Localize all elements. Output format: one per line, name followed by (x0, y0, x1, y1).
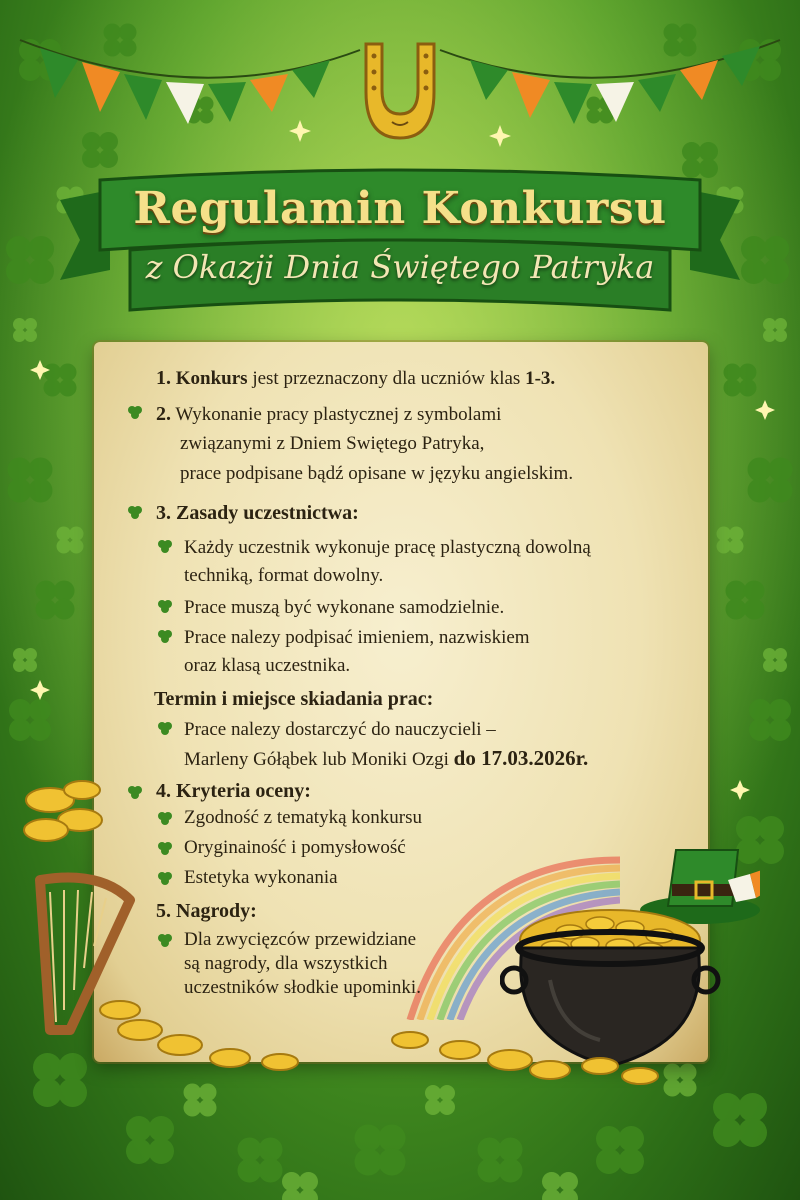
rule-5-line-1: Dla zwycięzców przewidziane (184, 929, 417, 950)
rule-2-line-3: prace podpisane bądź opisane w języku angielskim. (180, 463, 574, 484)
rule-3-bullet-1-line-2: techniką, format dowolny. (184, 565, 384, 586)
rule-1-number: 1. (156, 367, 171, 389)
rule-2-line-2: związanymi z Dniem Swiętego Patryka, (180, 433, 485, 454)
rule-4-bullet-2: Oryginainość i pomysłowość (184, 837, 406, 858)
shamrock-icon (126, 784, 144, 802)
rule-5-line-3: uczestników słodkie upominki. (184, 977, 421, 998)
page-subtitle: z Okazji Dnia Świętego Patryka (145, 248, 655, 286)
deadline-line-2 (184, 746, 588, 772)
shamrock-icon (156, 720, 174, 738)
rule-5-heading: 5. Nagrody: (156, 900, 257, 922)
rule-1-text: jest przeznaczony dla uczniów klas (247, 368, 526, 389)
deadline-teachers: Marleny Gółąbek lub Moniki Ozgi (184, 749, 449, 770)
rule-2-text-1: Wykonanie pracy plastycznej z symbolami (175, 404, 502, 425)
deadline-heading: Termin i miejsce skiadania prac: (154, 688, 434, 710)
shamrock-icon (126, 404, 144, 422)
rule-4-heading: 4. Kryteria oceny: (156, 780, 311, 802)
rule-4-bullet-1: Zgodność z tematyką konkursu (184, 807, 422, 828)
rule-2-line-1 (156, 402, 501, 427)
rule-4-bullet-3: Estetyka wykonania (184, 867, 338, 888)
rule-2-number: 2. (156, 403, 171, 425)
deadline-line-1: Prace nalezy dostarczyć do nauczycieli – (184, 719, 496, 740)
shamrock-icon (156, 628, 174, 646)
shamrock-icon (156, 538, 174, 556)
rule-3-bullet-3-line-1: Prace nalezy podpisać imieniem, nazwiskiem (184, 627, 530, 648)
rule-3-bullet-3-line-2: oraz klasą uczestnika. (184, 655, 351, 676)
shamrock-icon (156, 840, 174, 858)
rule-3-bullet-2: Prace muszą być wykonane samodzielnie. (184, 597, 505, 618)
deadline-date: do 17.03.2026r. (453, 746, 589, 770)
rule-1-bold: Konkurs (175, 368, 248, 389)
page-title: Regulamin Konkursu (133, 183, 667, 234)
shamrock-icon (156, 932, 174, 950)
rule-1 (156, 366, 555, 391)
shamrock-icon (156, 870, 174, 888)
shamrock-icon (126, 504, 144, 522)
rule-1-grades: 1-3. (525, 368, 556, 389)
rule-3-heading: 3. Zasady uczestnictwa: (156, 502, 359, 524)
shamrock-icon (156, 810, 174, 828)
shamrock-icon (156, 598, 174, 616)
rule-3-bullet-1-line-1: Każdy uczestnik wykonuje pracę plastyczną dowolną (184, 537, 591, 558)
rule-5-line-2: są nagrody, dla wszystkich (184, 953, 388, 974)
